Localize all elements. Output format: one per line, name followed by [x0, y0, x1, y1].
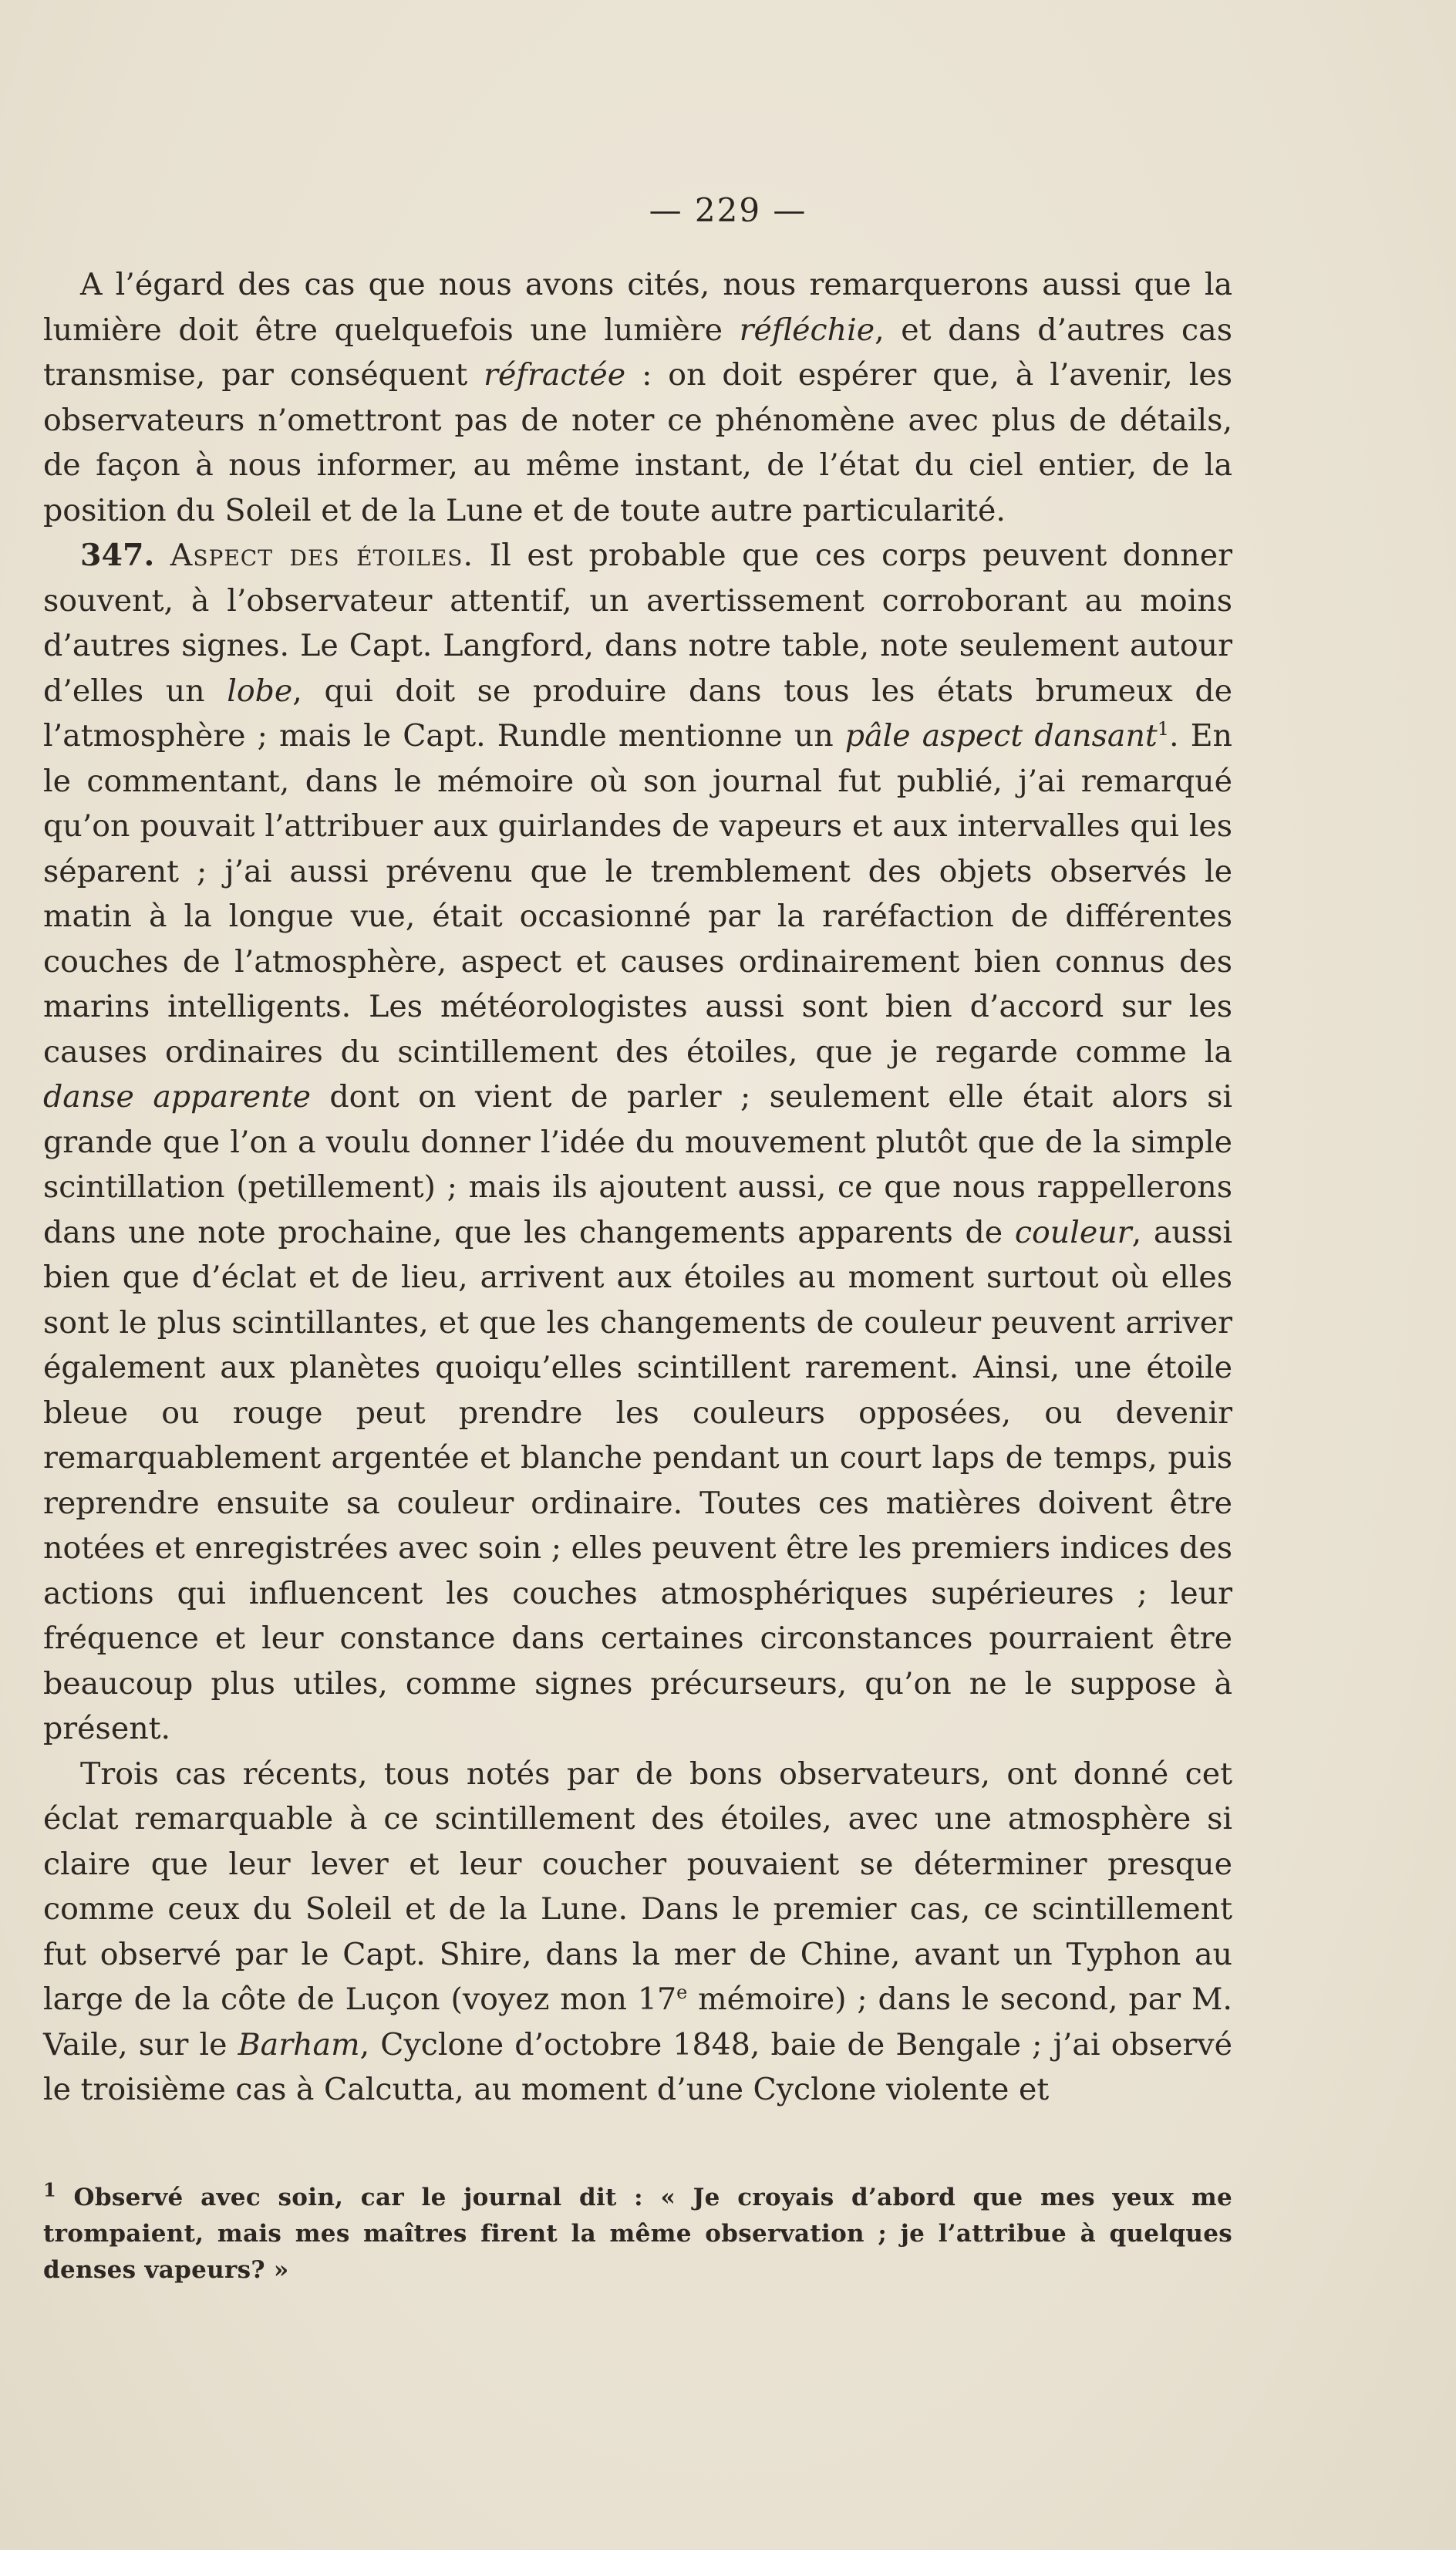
text-run: Il est probable que ces corps peuvent donner souvent, à l’observateur attentif, un avertissement corroborant au moins d’autres signes. Le Capt. Langford, dans notre table, note seulement autour d’elles un — [43, 538, 1232, 709]
footnote-text: Observé avec soin, car le journal dit : « Je croyais d’abord que mes yeux me trompaient, mais mes maîtres firent la même observation ; je l’attribue à quelques denses vapeurs? » — [43, 2184, 1232, 2284]
italic-term-danse: danse apparente — [43, 1079, 311, 1115]
paragraph-three-cases — [43, 1752, 1232, 2113]
text-run: : on doit espérer que, à l’avenir, les observateurs n’omettront pas de noter ce phénomène avec plus de détails, de façon à nous informer, au même instant, de l’état du ciel entier, de la position du Soleil et de la Lune et de toute autre particularité. — [43, 357, 1232, 528]
italic-term-couleur: couleur — [1014, 1214, 1132, 1250]
italic-term-refractee: réfractée — [484, 357, 626, 393]
italic-ship-name: Barham — [238, 2026, 360, 2063]
italic-term-reflechie: réfléchie — [739, 312, 875, 348]
text-run: A l’égard des cas que nous avons cités, nous remarquerons aussi que la lumière doit être quelquefois une lumière — [43, 267, 1232, 348]
section-number: 347. — [80, 538, 155, 573]
footnote-reference: 1 — [1157, 717, 1170, 740]
text-run: mémoire) ; dans le second, par M. Vaile, sur le — [43, 1982, 1232, 2063]
italic-term-lobe: lobe — [227, 673, 293, 709]
text-run: . En le commentant, dans le mémoire où son journal fut publié, j’ai remarqué qu’on pouvait l’attribuer aux guirlandes de vapeurs et aux intervalles qui les séparent ; j’ai aussi prévenu que le tremblement des objets observés le matin à la longue vue, était occasionné par la raréfaction de différentes couches de l’atmosphère, aspect et causes ordinairement bien connus des marins intelligents. Les météorologistes aussi sont bien d’accord sur les causes ordinaires du scintillement des étoiles, que je regarde comme la — [43, 718, 1232, 1070]
text-run: , et dans d’autres cas transmise, par conséquent — [43, 312, 1233, 393]
footnote-1 — [43, 2180, 1232, 2289]
text-run: , qui doit se produire dans tous les états brumeux de l’atmosphère ; mais le Capt. Rundle mentionne un — [43, 673, 1232, 754]
text-run: Trois cas récents, tous notés par de bons observateurs, ont donné cet éclat remarquable à ce scintillement des étoiles, avec une atmosphère si claire que leur lever et leur coucher pouvaient se déterminer presque comme ceux du Soleil et de la Lune. Dans le premier cas, ce scintillement fut observé par le Capt. Shire, dans la mer de Chine, avant un Typhon au large de la côte de Luçon (voyez mon 17 — [43, 1756, 1232, 2017]
page-number: — 229 — — [649, 191, 807, 229]
section-347 — [43, 533, 1232, 1752]
text-run: dont on vient de parler ; seulement elle était alors si grande que l’on a voulu donner l’idée du mouvement plutôt que de la simple scintillation (petillement) ; mais ils ajoutent aussi, ce que nous rappellerons dans une note prochaine, que les changements apparents de — [43, 1079, 1232, 1250]
text-run: , aussi bien que d’éclat et de lieu, arrivent aux étoiles au moment surtout où elles sont le plus scintillantes, et que les changements de couleur peuvent arriver également aux planètes quoiqu’elles scintillent rarement. Ainsi, une étoile bleue ou rouge peut prendre les couleurs opposées, ou devenir remarquablement argentée et blanche pendant un court laps de temps, puis reprendre ensuite sa couleur ordinaire. Toutes ces matières doivent être notées et enregistrées avec soin ; elles peuvent être les premiers indices des actions qui influencent les couches atmosphériques supérieures ; leur fréquence et leur constance dans certaines circonstances pourraient être beaucoup plus utiles, comme signes précurseurs, qu’on ne le suppose à présent. — [43, 1214, 1232, 1746]
italic-term-pale-aspect: pâle aspect dansant — [844, 718, 1158, 754]
footnotes — [43, 2180, 1232, 2289]
footnote-marker: 1 — [43, 2178, 56, 2201]
text-run: , Cyclone d’octobre 1848, baie de Bengale ; j’ai observé le troisième cas à Calcutta, au moment d’une Cyclone violente et — [43, 2026, 1232, 2107]
paragraph-reflection — [43, 262, 1232, 533]
section-heading: Aspect des étoiles. — [170, 538, 474, 573]
ordinal-superscript: e — [676, 1981, 688, 2003]
body-text — [43, 262, 1232, 2113]
